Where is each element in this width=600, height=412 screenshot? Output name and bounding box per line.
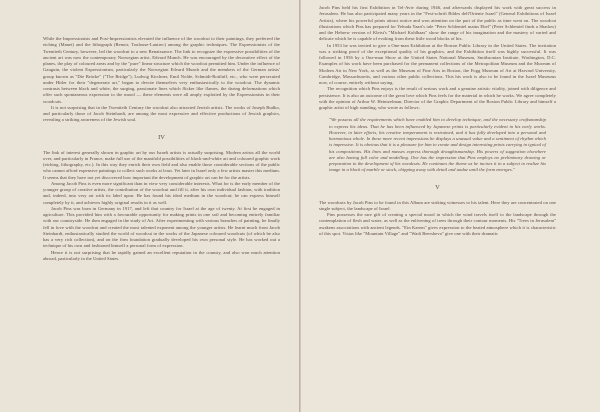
paragraph: Jacob Pins was born in Germany in 1917, and left that country for Israel at the age of twenty. At first he engaged in agriculture. This provided him with a favourable opportunity for making prints in one soil and becoming entirely familiar with our countryside. He then engaged in the study of Art. After experimenting with various branches of painting, he finally fell in love with the woodcut and created the most talented exponent among the younger artists. He learnt much from Jacob Steinhardt, enthusiastically studied the world of woodcut in the works of the Japanese coloured woodcuts (of which he also has a very rich collection), and on the firm foundation gradually developed his own personal style. He has worked out a technique of his own and fashioned himself a personal form of expression. <box>43 205 280 249</box>
paragraph: The link of interest generally shown in graphic art by our Israeli artists is actually surprising. Modern artists all the world over, and particularly in France, make full use of the manifold possibilities of black-and-white art and coloured graphic work (etching, lithography, etc.). In this way they enrich their own field and also enable those considerable sections of the public who cannot afford expensive paintings to collect such works at least. Yet later in Israel only a few artists master this medium. It seems that they have not yet discovered how important the development of graphic art can be for the artists. <box>43 149 280 180</box>
paragraph: While the Impressionists and Post-Impressionists elevated the influence of the woodcut to their paintings, they preferred the etching (Manet) and the lithograph (Renoir, Toulouse-Lautrec) among the graphic techniques. The Expressionists of the Twentieth Century, however, led the woodcut to a new Renaissance. The link to recognize the expressive possibilities of the ancient art was now the contemporary Norwegian artist, Edvard Munch. He was encouraged by the decorative effect of the planes, the play of coloured areas and by the "pure" linear structure which the woodcut permitted him. Under the influence of Gauguin, the violent Expressionism, particularly the Norwegian Edvard Munch and the members of the German artists' group known as "Die Brücke" ("The Bridge"), Ludwig Kirchner, Emil Nolde, Schmidt-Rottluff, etc., who were persecuted under Hitler for their "degenerate art," began to devote themselves very enthusiastically to the woodcut. The dynamic contrasts between black and white, the surging, passionate lines which flicker like flames, the daring deformations which offer such spontaneous expression to the mood — these elements were all amply exploited by the Expressionists in their woodcuts. <box>43 36 280 104</box>
paragraph: Jacob Pins held his first Exhibition in Tel-Aviv during 1946, and afterwards displayed his work with great success in Jerusalem. He has also participated many years in the "Fest-schrift Bildes dell'Oriente Israel" (General Exhibitions of Israel Artists), where his powerful prints attract notice and won attention on the part of the public as time went on. The woodcut illustrations which Pins has prepared for Yehuda Yaari's tale "Peter Schlemiel mains Ebel" (Peter Schlemiel finds a Shadow) and the Hebrew version of Kleist's "Michael Kohlhaas" show the range of his imagination and the mastery of varied and delicate which he is capable of evoking from these little wood blocks of his. <box>319 5 556 42</box>
paragraph: Pins possesses the rare gift of creating a special mood in which the wind travels itself to the landscape through the contemplation of flesh and water, as well as the enlivening of trees through their contour moments. His "Trees in Jerusalem" awakens associations with ancient legends. "Ein Karem" gives expression to the heated atmosphere which it is characteristic of this spot. Vistas like "Mountain Village" and "Wadi Beersheva" give one with their dramatic <box>319 212 556 236</box>
block-quote: "We possess all the requirements which have enabled him to develop technique, and the necessary craftsmanship to express his ideas. That he has been influenced by Japanese prints is particularly evident in his early works. However, in later efforts, his creative temperament is restrained, and it has fully developed into a personal and harmonious whole. In these more recent impressions he displays a unusual value and a sentiment of rhythm which is impressive. It is obvious that it is a pleasure for him to create and design interesting prints carrying in typical of his compositions. His lines and masses express thorough draughtsmanship. His powers of suggestion elsewhere are also having full color and modelling. One has the impression that Pins employs no preliminary drawing or preparation to the development of his woodcuts. He continues the theme as he incises it in a subject to realize his image in a block of marble or stock, chipping away with detail and undue until the form emerges." <box>329 117 546 173</box>
left-column <box>43 36 280 262</box>
section-heading: IV <box>158 133 165 141</box>
section-heading: V <box>435 183 440 191</box>
right-column <box>319 5 556 237</box>
paragraph: It is not surprising that in the Twentieth Century the woodcut also attracted Jewish artists. The works of Joseph Budko, and particularly those of Jacob Steinhardt, are among the most expressive and effective productions of Jewish graphics, revealing a striking awareness of the Jewish soul. <box>43 104 280 123</box>
paragraph: In 1953 he was invited to give a One-man Exhibition at the Boston Public Library in the United States. The invitation was a striking proof of the exceptional quality of his graphics, and the Exhibition itself was highly successful. It was followed in 1956 by a One-man Show at the United States National Museum, Smithsonian Institute, Washington, D.C. Examples of his work have been purchased for the permanent collections of the Metropolitan Museum and the Museum of Modern Art in New York, as well as the Museum of Fine Arts in Boston, the Fogg Museum of Art at Harvard University, Cambridge, Massachusetts, and various other public collections. This his work is also to be found in the Israel Museums now, of course, entirely without saying. <box>319 42 556 85</box>
right-page <box>301 0 600 412</box>
paragraph: The recognition which Pins enjoys is the result of serious work and a genuine artistic vitality, joined with diligence and persistence. It is also an outcome of the great love which Pins feels for the material in which he works. We agree completely with the opinion of Arthur W. Heintzelman, Director of the Graphic Department of the Boston Public Library and himself a graphic artist of high standing, who wrote as follows: <box>319 86 556 110</box>
left-page <box>0 0 299 412</box>
paragraph: Among Jacob Pins is even more significant than in view very considerable interests. What for is the early member of the younger group of creative artists, the contribution of the woodcut and fill it, after his own individual fashion, with tradition and, indeed, into very art with its label upon. He has found his ideal medium in the woodcut; he can express himself completely by it, and achieves highly original results in it as well. <box>43 180 280 205</box>
paragraph: The woodcuts by Jacob Pins to be found in this Album are striking witnesses to his talent. Here they are concentrated on one single subject, the landscape of Israel. <box>319 199 556 211</box>
paragraph: Hence it is not surprising that he rapidly gained an excellent reputation in the country, and also won much attention abroad, particularly in the United States. <box>43 249 280 261</box>
